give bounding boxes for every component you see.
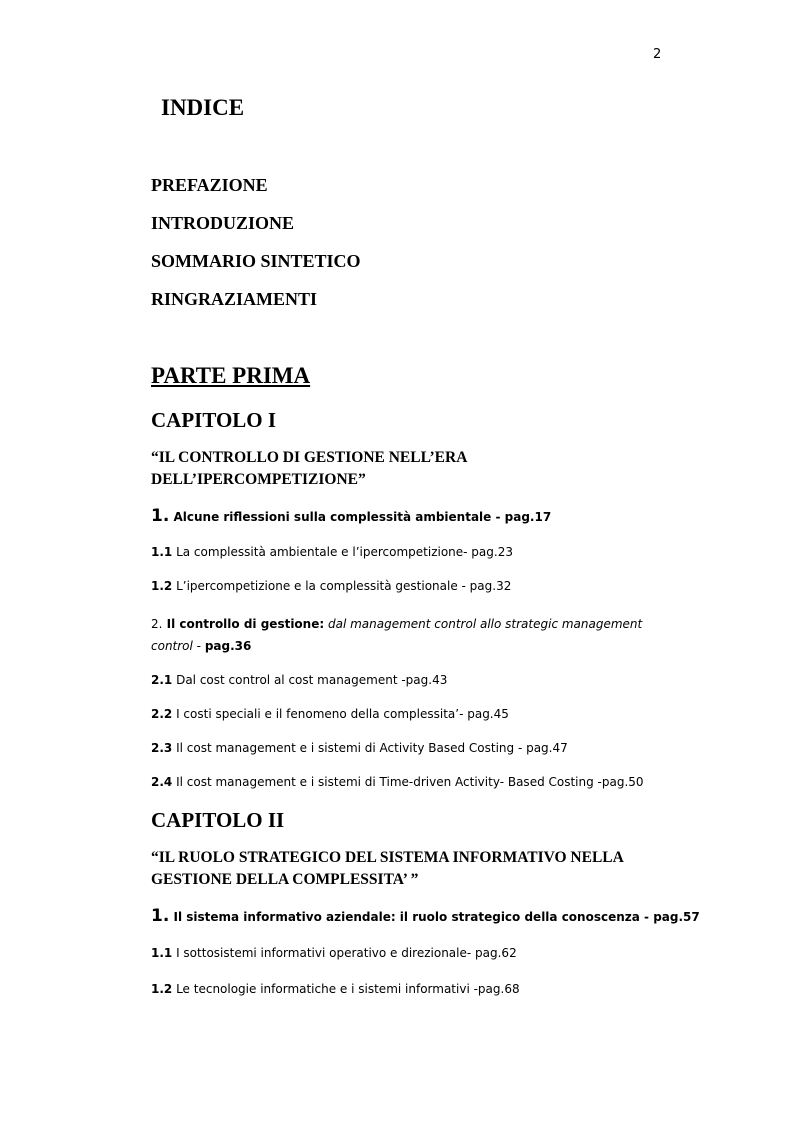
toc-entry-2-1-1 <box>151 946 517 960</box>
toc-entry-text: Dal cost control al cost management -pag.43 <box>172 673 448 687</box>
chapter-2-label: CAPITOLO II <box>151 808 285 832</box>
toc-entry-number: 2.1 <box>151 673 173 687</box>
toc-entry-text: L’ipercompetizione e la complessità gestionale - pag.32 <box>172 579 512 593</box>
toc-entry-page: pag.36 <box>204 639 252 653</box>
index-title: INDICE <box>161 95 245 120</box>
front-matter-ringraziamenti: RINGRAZIAMENTI <box>151 289 318 309</box>
toc-entry-1-1-2 <box>151 579 511 593</box>
toc-entry-text: I sottosistemi informativi operativo e direzionale- pag.62 <box>172 946 517 960</box>
toc-entry-dash: - <box>192 639 205 653</box>
toc-entry-number: 2.2 <box>151 707 173 721</box>
front-matter-introduzione: INTRODUZIONE <box>151 213 295 233</box>
toc-entry-text: Il cost management e i sistemi di Time-driven Activity- Based Costing -pag.50 <box>172 775 644 789</box>
toc-entry-1-2-4 <box>151 775 644 789</box>
toc-entry-2-1 <box>151 906 700 926</box>
toc-entry-1-1 <box>151 506 551 526</box>
toc-entry-number: 1. <box>151 506 170 526</box>
front-matter-sommario: SOMMARIO SINTETICO <box>151 251 361 271</box>
toc-entry-1-1-1 <box>151 545 513 559</box>
chapter-1-title-line-2: DELL’IPERCOMPETIZIONE” <box>151 471 366 488</box>
chapter-1-title <box>151 447 661 491</box>
toc-entry-1-2-3 <box>151 741 568 755</box>
toc-entry-text: Il cost management e i sistemi di Activity Based Costing - pag.47 <box>172 741 568 755</box>
toc-entry-1-2-1 <box>151 673 447 687</box>
toc-entry-1-2-2 <box>151 707 509 721</box>
page-number: 2 <box>653 47 662 62</box>
toc-entry-text: Alcune riflessioni sulla complessità ambientale - pag.17 <box>169 510 552 524</box>
toc-entry-text: Le tecnologie informatiche e i sistemi informativi -pag.68 <box>172 982 520 996</box>
toc-entry-italic-text: dal management control allo strategic management control <box>151 617 643 653</box>
toc-entry-1-2 <box>151 613 651 657</box>
toc-entry-bold-text: Il controllo di gestione: <box>162 617 325 631</box>
chapter-1-title-line-1: “IL CONTROLLO DI GESTIONE NELL’ERA <box>151 449 468 466</box>
toc-entry-number: 2. <box>151 617 163 631</box>
toc-entry-number: 1. <box>151 906 170 926</box>
chapter-2-title <box>151 847 671 891</box>
front-matter-prefazione: PREFAZIONE <box>151 175 268 195</box>
toc-entry-number: 1.1 <box>151 545 173 559</box>
toc-entry-text: I costi speciali e il fenomeno della complessita’- pag.45 <box>172 707 509 721</box>
toc-entry-number: 1.1 <box>151 946 173 960</box>
chapter-1-label: CAPITOLO I <box>151 408 277 432</box>
toc-entry-text: Il sistema informativo aziendale: il ruolo strategico della conoscenza - pag.57 <box>169 910 700 924</box>
part-title: PARTE PRIMA <box>151 363 311 388</box>
chapter-2-title-line-1: “IL RUOLO STRATEGICO DEL SISTEMA INFORMATIVO NELLA <box>151 849 624 866</box>
toc-entry-text: La complessità ambientale e l’ipercompetizione- pag.23 <box>172 545 513 559</box>
toc-entry-number: 1.2 <box>151 982 173 996</box>
toc-entry-number: 2.4 <box>151 775 173 789</box>
chapter-2-title-line-2: GESTIONE DELLA COMPLESSITA’ ” <box>151 871 419 888</box>
toc-entry-number: 1.2 <box>151 579 173 593</box>
toc-entry-2-1-2 <box>151 982 520 996</box>
toc-entry-number: 2.3 <box>151 741 173 755</box>
